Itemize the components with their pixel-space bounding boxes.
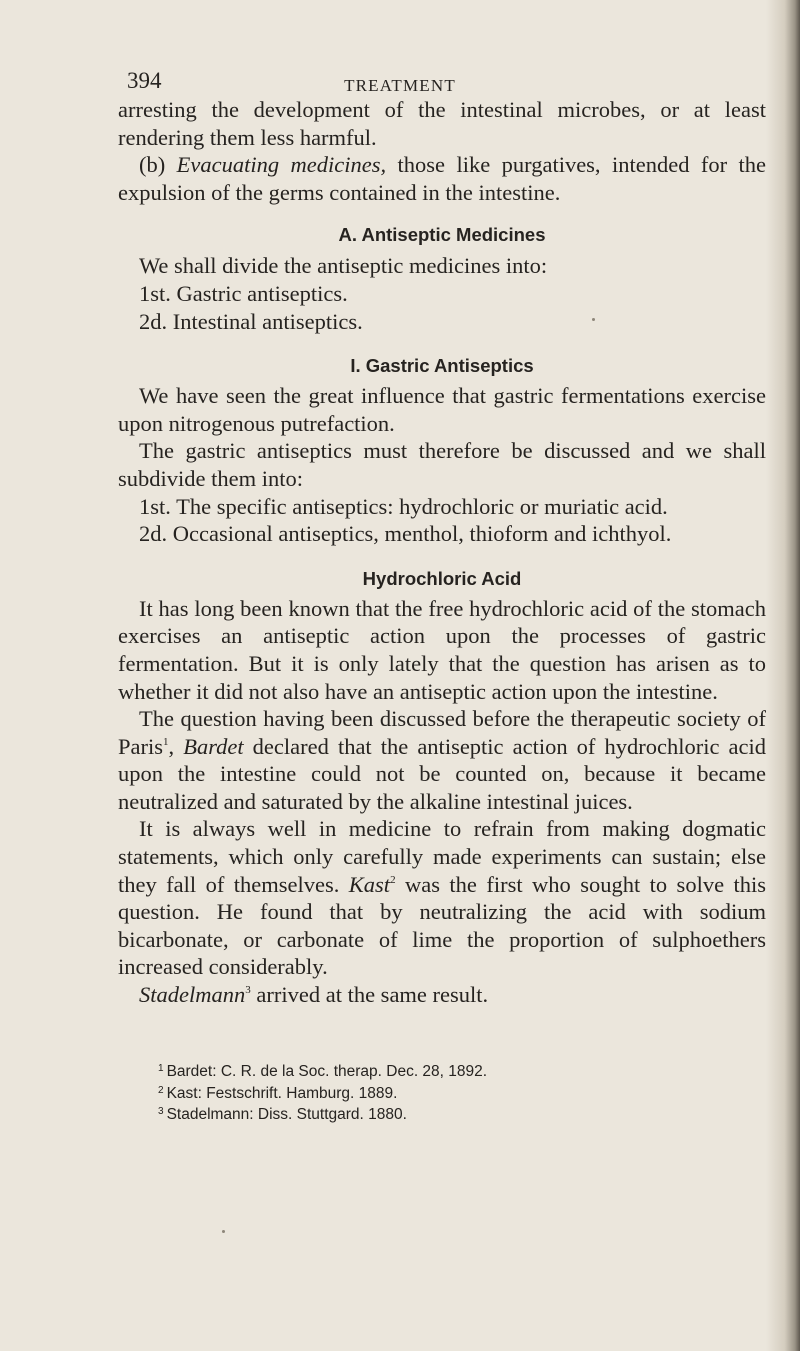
paragraph-continuation: arresting the development of the intestinal microbes, or at least rendering them less harmful. <box>118 97 766 150</box>
list-antiseptic-types <box>118 280 766 335</box>
footnote-mark: 1 <box>158 1063 164 1074</box>
footnote-text: Bardet: C. R. de la Soc. therap. Dec. 28, 1892. <box>166 1063 488 1080</box>
italic-author: Stadelmann <box>139 982 246 1008</box>
footnote-ref: 2 <box>390 873 396 886</box>
italic-author: Kast <box>348 871 391 897</box>
section-heading-gastric-antiseptics: I. Gastric Antiseptics <box>350 355 534 377</box>
section-heading-hydrochloric-acid: Hydrochloric Acid <box>362 567 522 589</box>
paragraph-divide: We shall divide the antiseptic medicines into: <box>139 253 548 279</box>
footnote-text: Kast: Festschrift. Hamburg. 1889. <box>166 1084 398 1102</box>
footnote-mark: 2 <box>158 1084 164 1096</box>
item-label: (b) <box>139 152 177 178</box>
paragraph-subdivide: The gastric antiseptics must therefore be discussed and we shall subdivide them into: <box>118 438 766 491</box>
list-item: 2d. Intestinal antiseptics. <box>139 308 363 334</box>
footnote-ref: 3 <box>245 984 251 997</box>
paragraph-stadelmann: Stadelmann$^3$ arrived at the same result. <box>139 982 489 1008</box>
list-item: 1st. Gastric antiseptics. <box>139 280 348 306</box>
paragraph-hcl-known: It has long been known that the free hydrochloric acid of the stomach exercises an antiseptic action upon the processes of gastric fermentation. But it is only lately that the question has arisen as to whether it did not also have an antiseptic action upon the intestine. <box>118 595 766 704</box>
footnote-mark: 3 <box>158 1106 164 1117</box>
paper-speck <box>592 318 595 321</box>
paragraph-kast: It is always well in medicine to refrain from making dogmatic statements, which only carefully made experiments can sustain; else they fall of themselves. Kast$^2$ was the first who sought to solve this question. He found that by neutralizing the acid with sodium bicarbonate, or carbonate of lime the proportion of sulphoethers increased considerably. <box>118 816 766 980</box>
footnote-ref: 1 <box>163 735 169 748</box>
paragraph-fermentation: We have seen the great influence that gastric fermentations exercise upon nitrogenous putrefaction. <box>118 383 766 436</box>
paragraph-evacuating: (b) Evacuating medicines, those like purgatives, intended for the expulsion of the germs contained in the intestine. <box>118 152 766 205</box>
list-item: 2d. Occasional antiseptics, menthol, thioform and ichthyol. <box>139 521 672 547</box>
paper-speck <box>222 1230 225 1233</box>
list-gastric-antiseptics <box>118 493 766 548</box>
footnote <box>158 1082 758 1104</box>
italic-term: Evacuating medicines, <box>176 152 387 178</box>
footnotes <box>158 1060 758 1125</box>
page-number: 394 <box>127 68 162 93</box>
footnote <box>158 1060 758 1082</box>
running-head: TREATMENT <box>344 76 456 95</box>
list-item: 1st. The specific antiseptics: hydrochloric or muriatic acid. <box>139 493 668 519</box>
footnote-text: Stadelmann: Diss. Stuttgard. 1880. <box>166 1106 407 1123</box>
footnote <box>158 1103 758 1125</box>
section-heading-antiseptic-medicines: A. Antiseptic Medicines <box>338 224 546 246</box>
body-text <box>118 96 766 1009</box>
paragraph-bardet: The question having been discussed before the therapeutic society of Paris$^1$, Bardet declared that the antiseptic action of hydrochloric acid upon the intestine could not be counted on, because it became neutralized and saturated by the alkaline intestinal juices. <box>118 706 766 814</box>
italic-author: Bardet <box>183 733 244 759</box>
page-edge-shadow <box>766 0 800 1351</box>
